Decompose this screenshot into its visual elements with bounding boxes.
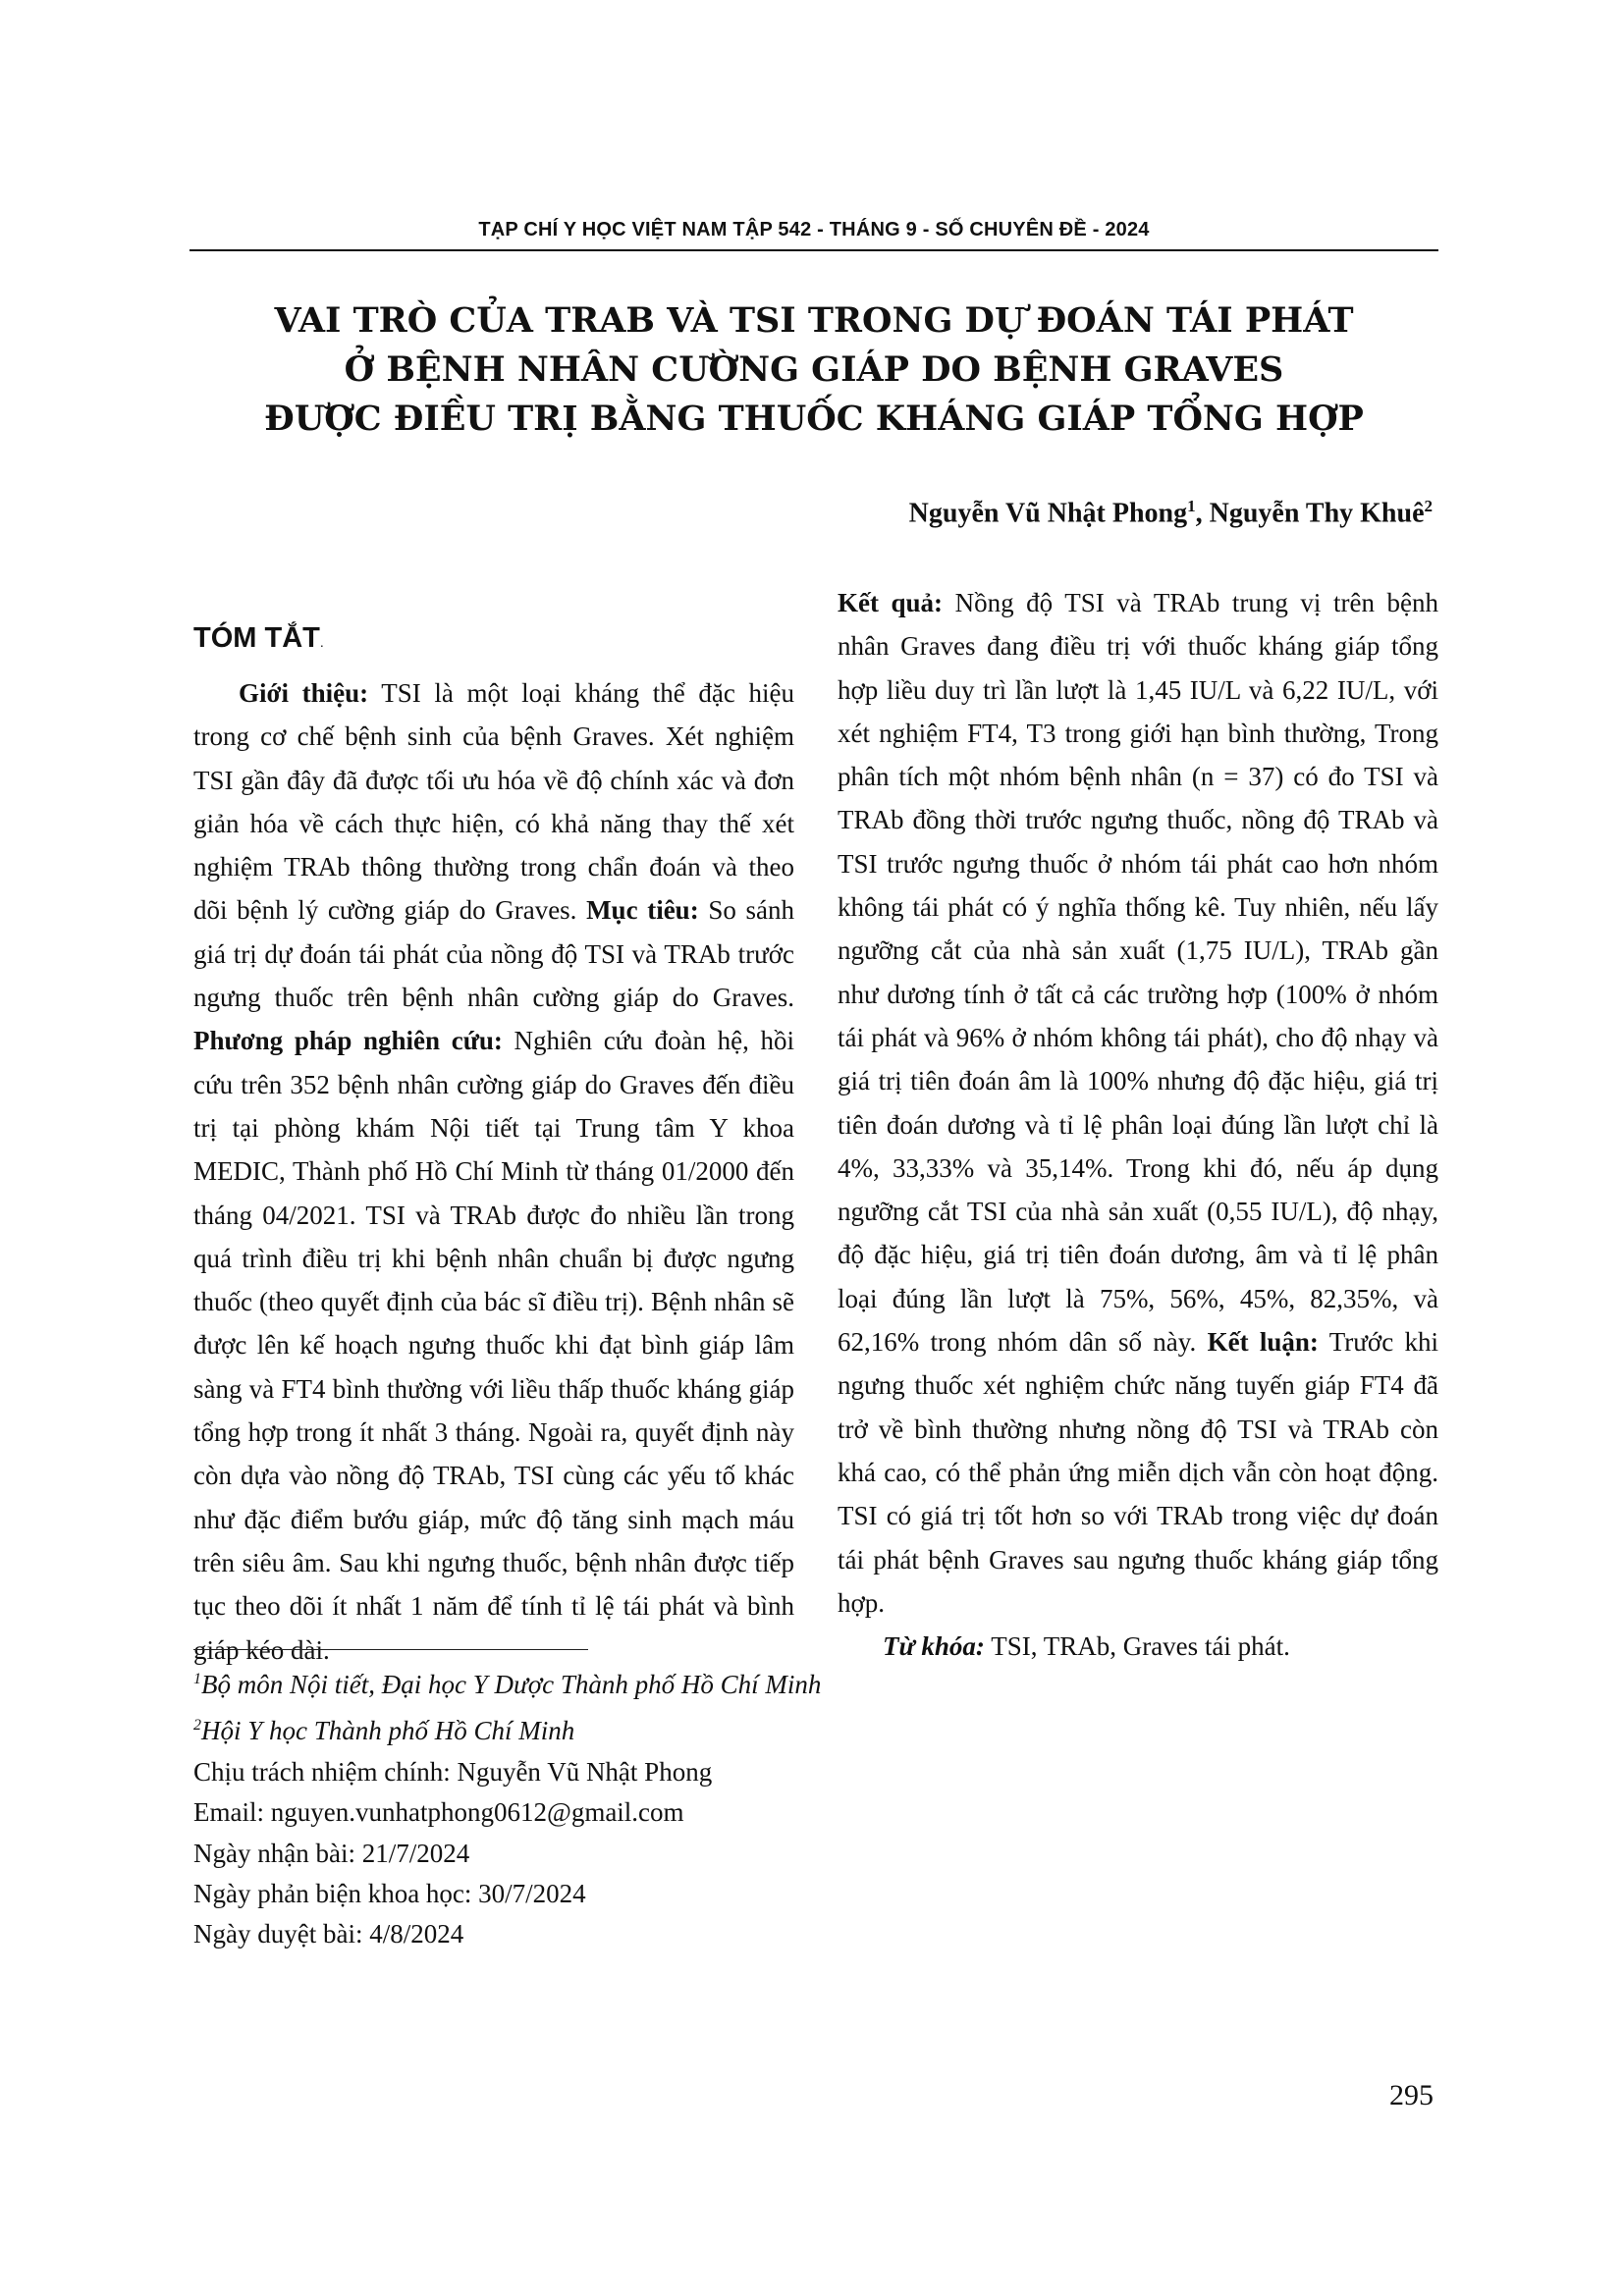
keywords-label: Từ khóa: [883,1631,985,1662]
abstract-heading-text: TÓM TẮT [193,622,320,654]
keywords [838,1625,1438,1668]
affiliation-mark: 2 [1424,497,1433,515]
title-line: Ở BỆNH NHÂN CƯỜNG GIÁP DO BỆNH GRAVES [344,349,1284,390]
keywords-text: TSI, TRAb, Graves tái phát. [984,1631,1290,1662]
abstract-paragraph [193,671,794,1672]
author-name: Nguyễn Vũ Nhật Phong [908,498,1188,529]
abstract-paragraph-continued [838,581,1438,1625]
methods-text: Nghiên cứu đoàn hệ, hồi cứu trên 352 bệnh nhân cường giáp do Graves đến điều trị tại phòng khám Nội tiết tại Trung tâm Y khoa MEDIC, Thành phố Hồ Chí Minh từ tháng 01/2000 đến tháng 04/2021. TSI và TRAb được đo nhiều lần trong quá trình điều trị khi bệnh nhân chuẩn bị được ngưng thuốc (theo quyết định của bác sĩ điều trị). Bệnh nhân sẽ được lên kế hoạch ngưng thuốc khi đạt bình giáp lâm sàng và FT4 bình thường với liều thấp thuốc kháng giáp tổng hợp trong ít nhất 3 tháng. Ngoài ra, quyết định này còn dựa vào nồng độ TRAb, TSI cùng các yếu tố khác như đặc điểm bướu giáp, mức độ tăng sinh mạch máu trên siêu âm. Sau khi ngưng thuốc, bệnh nhân được tiếp tục theo dõi ít nhất 1 năm để tính tỉ lệ tái phát và bình giáp kéo dài. [193,1026,794,1665]
page-number: 295 [1389,2079,1434,2111]
results-label: Kết quả: [838,588,944,617]
affiliation-2-text: Hội Y học Thành phố Hồ Chí Minh [201,1716,575,1746]
affiliation-1-text: Bộ môn Nội tiết, Đại học Y Dược Thành phố Hồ Chí Minh [201,1670,822,1699]
title-line: VAI TRÒ CỦA TRAB VÀ TSI TRONG DỰ ĐOÁN TÁI PHÁT [274,300,1354,341]
objective-text: So sánh giá trị dự đoán tái phát của nồng độ TSI và TRAb trước ngưng thuốc trên bệnh nhân cường giáp do Graves. [193,895,794,1013]
intro-text: TSI là một loại kháng thể đặc hiệu trong cơ chế bệnh sinh của bệnh Graves. Xét nghiệm TSI gần đây đã được tối ưu hóa về độ chính xác và đơn giản hóa về cách thực hiện, có khả năng thay thế xét nghiệm TRAb thông thường trong chẩn đoán và theo dõi bệnh lý cường giáp do Graves. [193,678,794,926]
affiliation-mark: 1 [1187,497,1196,515]
methods-label: Phương pháp nghiên cứu: [193,1026,503,1056]
affiliation-1 [193,1659,822,1705]
header-rule [189,249,1438,251]
article-title [189,296,1438,444]
date-received: Ngày nhận bài: 21/7/2024 [193,1838,470,1868]
conclusion-label: Kết luận: [1207,1327,1319,1358]
date-accepted: Ngày duyệt bài: 4/8/2024 [193,1919,464,1949]
footnotes [193,1659,822,1955]
intro-label: Giới thiệu: [239,678,369,708]
footnote-rule [193,1649,588,1650]
conclusion-text: Trước khi ngưng thuốc xét nghiệm chức năng tuyến giáp FT4 đã trở về bình thường nhưng nồng độ TSI và TRAb còn khá cao, có thể phản ứng miễn dịch vẫn còn hoạt động. TSI có giá trị tốt hơn so với TRAb trong việc dự đoán tái phát bệnh Graves sau ngưng thuốc kháng giáp tổng hợp. [838,1327,1438,1618]
abstract-column-left [193,616,794,1672]
author-separator: , [1195,498,1210,529]
abstract-heading [193,616,794,664]
author-line [909,497,1433,529]
date-reviewed: Ngày phản biện khoa học: 30/7/2024 [193,1879,586,1909]
running-head: TẠP CHÍ Y HỌC VIỆT NAM TẬP 542 - THÁNG 9 - SỐ CHUYÊN ĐỀ - 2024 [478,219,1150,240]
title-line: ĐƯỢC ĐIỀU TRỊ BẰNG THUỐC KHÁNG GIÁP TỔNG HỢP [264,399,1364,439]
affiliation-2 [193,1705,822,1751]
objective-label: Mục tiêu: [586,895,699,926]
author-name: Nguyễn Thy Khuê [1209,498,1425,529]
affiliation-1-mark: 1 [193,1671,201,1687]
affiliation-2-mark: 2 [193,1717,201,1735]
results-text: Nồng độ TSI và TRAb trung vị trên bệnh nhân Graves đang điều trị với thuốc kháng giáp tổng hợp liều duy trì lần lượt là 1,45 IU/L và 6,22 IU/L, với xét nghiệm FT4, T3 trong giới hạn bình thường, Trong phân tích một nhóm bệnh nhân (n = 37) có đo TSI và TRAb đồng thời trước ngưng thuốc, nồng độ TRAb và TSI trước ngưng thuốc ở nhóm tái phát cao hơn nhóm không tái phát có ý nghĩa thống kê. Tuy nhiên, nếu lấy ngưỡng cắt của nhà sản xuất (1,75 IU/L), TRAb gần như dương tính ở tất cả các trường hợp (100% ở nhóm tái phát và 96% ở nhóm không tái phát), cho độ nhạy và giá trị tiên đoán âm là 100% nhưng độ đặc hiệu, giá trị tiên đoán dương và tỉ lệ phân loại đúng lần lượt chỉ là 4%, 33,33% và 35,14%. Trong khi đó, nếu áp dụng ngưỡng cắt TSI của nhà sản xuất (0,55 IU/L), độ nhạy, độ đặc hiệu, giá trị tiên đoán dương, âm và tỉ lệ phân loại đúng lần lượt là 75%, 56%, 45%, 82,35%, và 62,16% trong nhóm dân số này. [838,588,1439,1358]
corresponding-author: Chịu trách nhiệm chính: Nguyễn Vũ Nhật Phong [193,1756,713,1787]
email: Email: nguyen.vunhatphong0612@gmail.com [193,1797,684,1828]
abstract-column-right [838,581,1438,1668]
abstract-heading-mark: . [319,634,324,650]
